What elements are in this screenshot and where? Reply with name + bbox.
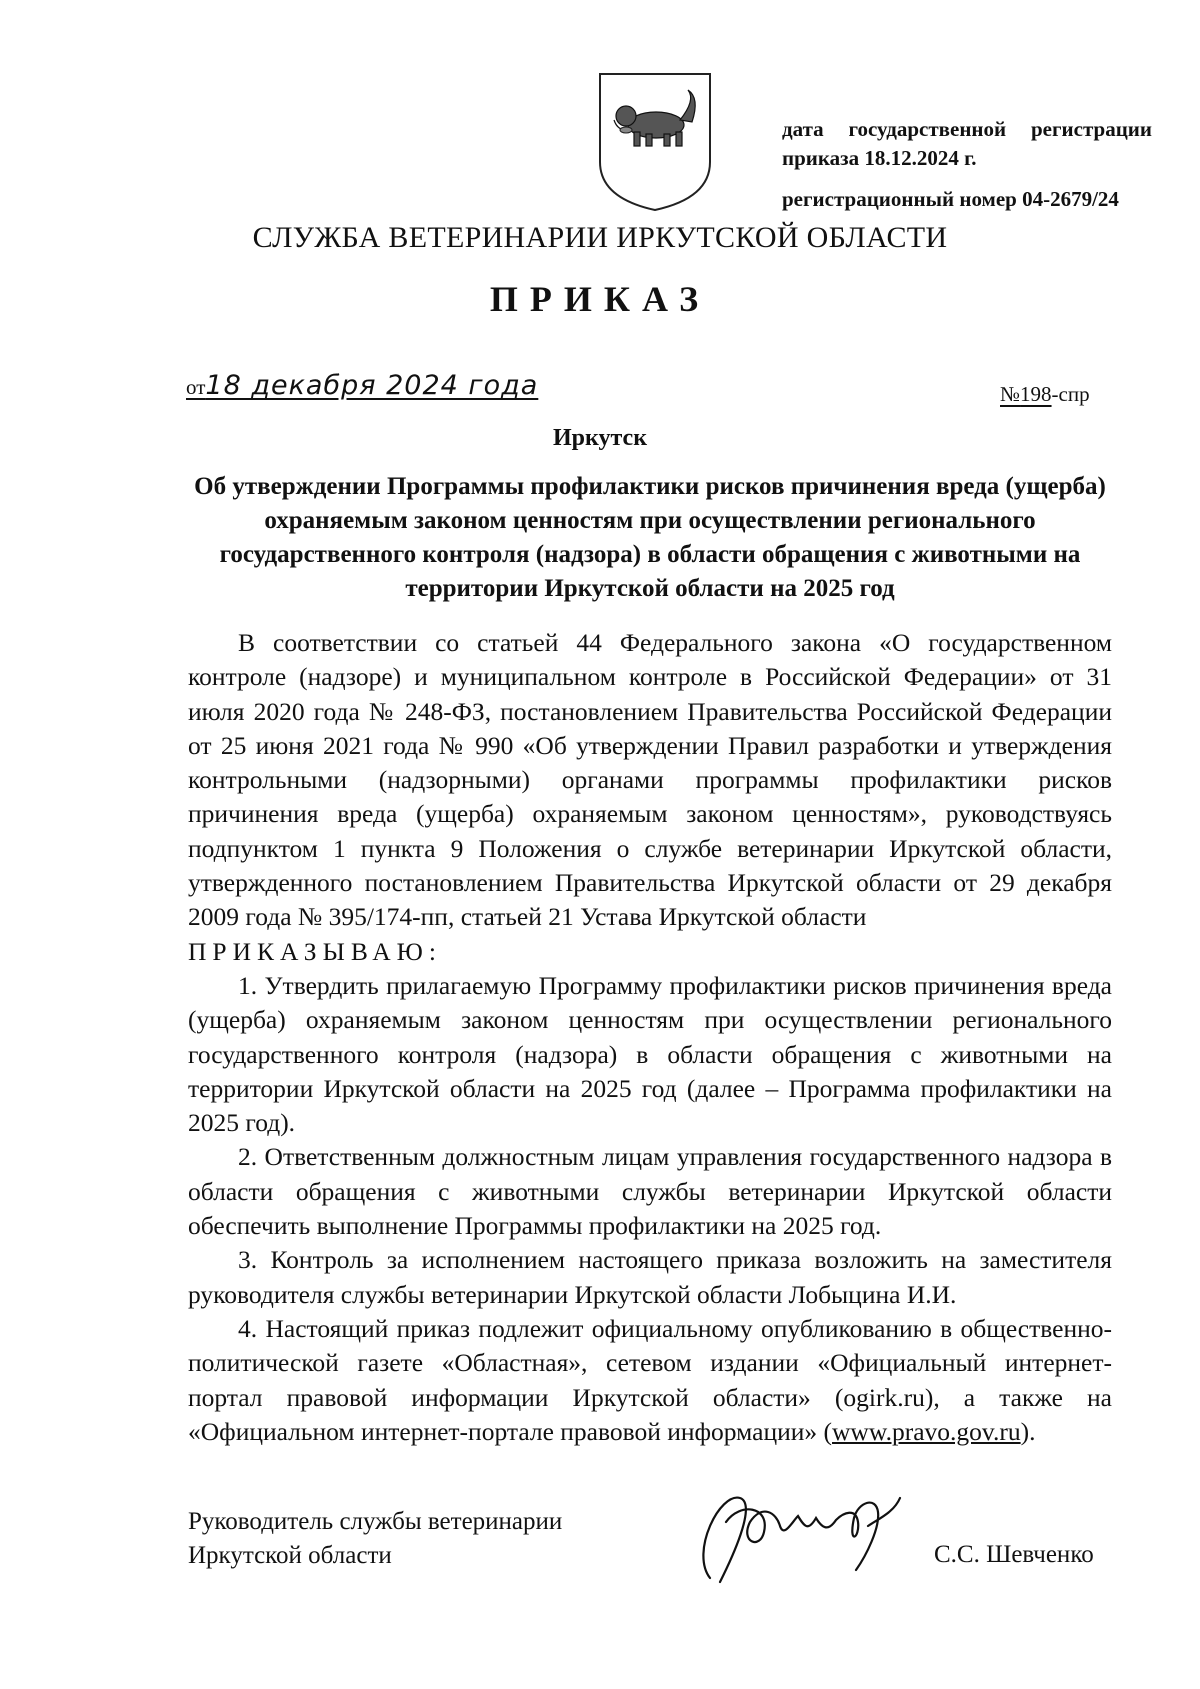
registration-date: приказа 18.12.2024 г. xyxy=(782,146,977,170)
babr-animal-icon xyxy=(614,90,695,146)
registration-word: дата xyxy=(782,117,824,141)
registration-word: государственной xyxy=(848,117,1007,141)
city-name: Иркутск xyxy=(552,425,648,451)
document-title: Об утверждении Программы профилактики рисков причинения вреда (ущерба) охраняемым законом ценностям при осуществлении регионального государственного контроля (надзора) в области обращения с животными на территории Иркутской области на 2025 год xyxy=(194,473,1106,602)
order-item-2: 2. Ответственным должностным лицам управления государственного надзора в области обращения с животными службы ветеринарии Иркутской области обеспечить выполнение Программы профилактики на 2025 год. xyxy=(188,1142,1112,1241)
order-item-4 xyxy=(188,1312,1112,1449)
signatory-role-line-2: Иркутской области xyxy=(188,1542,392,1569)
document-type-heading: ПРИКАЗ xyxy=(489,279,711,319)
date-prefix: от xyxy=(186,375,206,399)
order-date xyxy=(186,370,538,401)
handwritten-signature xyxy=(680,1482,930,1592)
pravo-link[interactable]: www.pravo.gov.ru xyxy=(832,1416,1021,1446)
order-number xyxy=(1000,382,1090,407)
signatory-name: С.С. Шевченко xyxy=(934,1541,1094,1568)
signatory-role xyxy=(188,1505,562,1573)
number-suffix: -спр xyxy=(1051,382,1090,406)
document-body xyxy=(188,626,1112,1449)
order-item-3: 3. Контроль за исполнением настоящего приказа возложить на заместителя руководителя службы ветеринарии Иркутской области Лобыцина И.И. xyxy=(188,1245,1112,1309)
handwritten-date: 18 декабря 2024 года xyxy=(205,370,539,401)
signatory-role-line-1: Руководитель службы ветеринарии xyxy=(188,1508,563,1535)
order-item-4-text: 4. Настоящий приказ подлежит официальному опубликованию в общественно-политической газете «Областная», сетевом издании «Официальный интернет-портал правовой информации Иркутской области» (ogirk.ru), а также на «Официальном интернет-портале правовой информации» ( xyxy=(188,1313,1112,1446)
order-item-4-end: ). xyxy=(1020,1416,1036,1446)
coat-of-arms-emblem xyxy=(596,70,714,212)
service-name: СЛУЖБА ВЕТЕРИНАРИИ ИРКУТСКОЙ ОБЛАСТИ xyxy=(252,221,948,254)
registration-number: регистрационный номер 04-2679/24 xyxy=(782,187,1119,211)
order-item-1: 1. Утвердить прилагаемую Программу профилактики рисков причинения вреда (ущерба) охраняемым законом ценностям при осуществлении регионального государственного контроля (надзора) в области обращения с животными на территории Иркутской области на 2025 год (далее – Программа профилактики на 2025 год). xyxy=(188,970,1112,1138)
registration-line-1 xyxy=(782,115,1152,144)
number-prefix: № xyxy=(1000,382,1021,406)
registration-word: регистрации xyxy=(1030,117,1152,141)
number-value: 198 xyxy=(1020,382,1052,406)
order-word: ПРИКАЗЫВАЮ: xyxy=(188,936,442,966)
preamble-paragraph: В соответствии со статьей 44 Федерального закона «О государственном контроле (надзоре) и муниципальном контроле в Российской Федерации» от 31 июля 2020 года № 248-ФЗ, постановлением Правительства Российской Федерации от 25 июня 2021 года № 990 «Об утверждении Правил разработки и утверждения контрольными (надзорными) органами программы профилактики рисков причинения вреда (ущерба) охраняемым законом ценностям», руководствуясь подпунктом 1 пункта 9 Положения о службе ветеринарии Иркутской области, утвержденного постановлением Правительства Иркутской области от 29 декабря 2009 года № 395/174-пп, статьей 21 Устава Иркутской области xyxy=(188,628,1112,932)
registration-stamp xyxy=(782,115,1152,214)
